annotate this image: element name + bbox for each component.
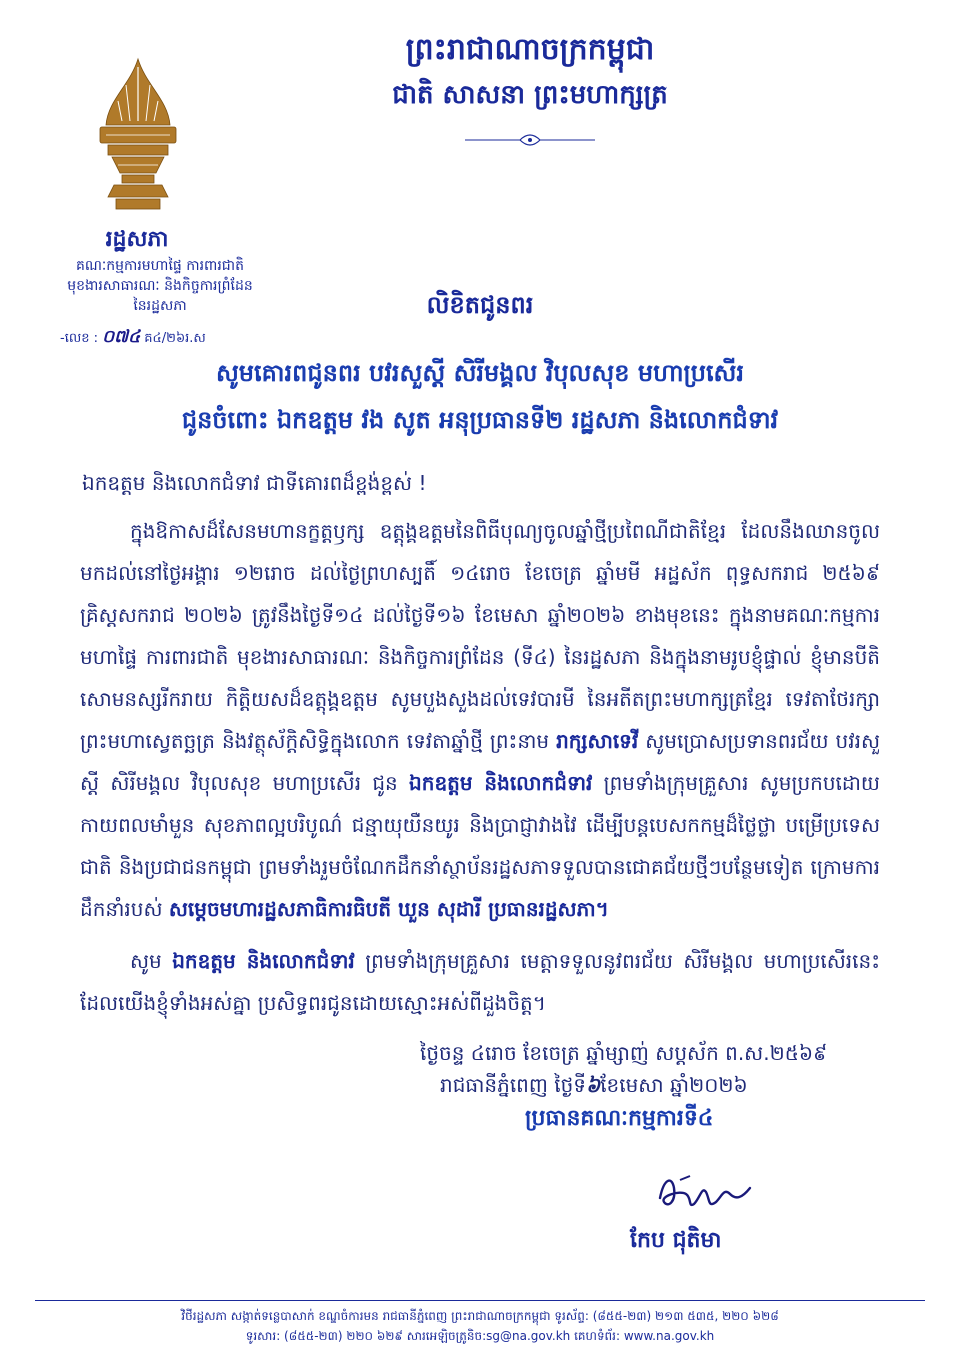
- greeting-heading-line-2: ជូនចំពោះ ឯកឧត្តម វង សូត អនុប្រធានទី២ រដ្ឋសភា និងលោកជំទាវ: [181, 406, 779, 434]
- body-paragraph-1: [80, 510, 880, 930]
- signer-title: ប្រធានគណៈកម្មការទី៤: [525, 1106, 714, 1131]
- institution-name: រដ្ឋសភា: [105, 227, 169, 252]
- ref-number-handwritten: ០៧៤: [102, 327, 141, 347]
- date-prefix: រាជធានីភ្នំពេញ ថ្ងៃទី: [440, 1073, 587, 1097]
- footer-address: វិថីរដ្ឋសភា សង្កាត់ទន្លេបាសាក់ ខណ្ឌចំការមន រាជធានីភ្នំពេញ ព្រះរាជាណាចក្រកម្ពុជា ទូរស័ព្ទ: (៨៥៥-២៣) ២១៣ ៥៣៥, ២២០ ៦២៨: [181, 1309, 779, 1323]
- committee-line: នៃរដ្ឋសភា: [133, 298, 187, 314]
- salutation: ឯកឧត្តម និងលោកជំទាវ ជាទីគោរពដ៏ខ្ពង់ខ្ពស់ !: [82, 471, 427, 495]
- footer-divider: [35, 1300, 925, 1301]
- committee-line: គណៈកម្មការមហាផ្ទៃ ការពារជាតិ: [76, 258, 244, 274]
- lunar-date: ថ្ងៃចន្ទ ៤រោច ខែចេត្រ ឆ្នាំម្សាញ់ សប្តស័ក ព.ស.២៥៦៩: [420, 1041, 828, 1065]
- body-text: ព្រមទាំងក្រុមគ្រួសារ សូមប្រកបដោយកាយពលមាំមួន សុខភាពល្អបរិបូណ៌ ជន្មាយុយឺនយូរ និងប្រាជ្ញាវាងវៃ ដើម្បីបន្តបេសកកម្មដ៏ថ្លៃថ្លា បម្រើប្រទេសជាតិ និងប្រជាជនកម្ពុជា ព្រមទាំងរួមចំណែកដឹកនាំស្ថាប័នរដ្ឋសភាទទួលបានជោគជ័យថ្មីៗបន្ថែមទៀត ក្រោមការដឹកនាំរបស់: [80, 771, 880, 921]
- committee-name: [60, 256, 260, 316]
- body-paragraph-2: [80, 940, 880, 1024]
- national-assembly-emblem-icon: [78, 55, 198, 215]
- new-year-deity-name: រាក្សសាទេវី: [556, 729, 639, 753]
- date-day-handwritten: ៦: [586, 1073, 601, 1097]
- ref-prefix: -លេខ :: [60, 331, 98, 346]
- body-text: ក្នុងឱកាសដ៏សែនមហានក្ខត្តឫក្ស ឧត្តុង្គឧត្តមនៃពិធីបុណ្យចូលឆ្នាំថ្មីប្រពៃណីជាតិខ្មែរ ដែលនឹងឈានចូលមកដល់នៅថ្ងៃអង្គារ ១២រោច ដល់ថ្ងៃព្រហស្បតិ៍ ១៤រោច ខែចេត្រ ឆ្នាំមមី អដ្ឋស័ក ពុទ្ធសករាជ ២៥៦៩ គ្រិស្តសករាជ ២០២៦ ត្រូវនឹងថ្ងៃទី១៤ ដល់ថ្ងៃទី១៦ ខែមេសា ឆ្នាំ២០២៦ ខាងមុខនេះ ក្នុងនាមគណៈកម្មការមហាផ្ទៃ ការពារជាតិ មុខងារសាធារណៈ និងកិច្ចការព្រំដែន (ទី៤) នៃរដ្ឋសភា និងក្នុងនាមរូបខ្ញុំផ្ទាល់ ខ្ញុំមានបីតិសោមនស្សរីករាយ កិត្តិយសដ៏ឧត្តុង្គឧត្តម សូមបួងសួងដល់ទេវបារមី នៃអតីតព្រះមហាក្សត្រខ្មែរ ទេវតាថែរក្សាព្រះមហាស្វេតច្ឆត្រ និងវត្ថុស័ក្តិសិទ្ធិក្នុងលោក ទេវតាឆ្នាំថ្មី ព្រះនាម: [80, 519, 880, 753]
- greeting-heading-line-1: សូមគោរពជូនពរ បវរសួស្តី សិរីមង្គល វិបុលសុខ មហាប្រសើរ: [215, 359, 745, 387]
- place-and-date: [440, 1072, 748, 1102]
- body-text: សូមប្រោសប្រទានពរជ័យ បវរសួស្តី សិរីមង្គល វិបុលសុខ មហាប្រសើរ ជូន: [80, 729, 880, 795]
- signer-name: កែប ជុតិមា: [630, 1228, 722, 1253]
- body-text: សូម: [130, 949, 173, 973]
- reference-number: [60, 326, 206, 351]
- date-suffix: ខែមេសា ឆ្នាំ២០២៦: [600, 1073, 748, 1097]
- committee-line: មុខងារសាធារណៈ និងកិច្ចការព្រំដែន: [67, 278, 253, 294]
- kingdom-title: ព្រះរាជាណាចក្រកម្ពុជា: [405, 32, 655, 67]
- national-motto: ជាតិ សាសនា ព្រះមហាក្សត្រ: [392, 80, 668, 110]
- ornament-divider: [460, 128, 600, 152]
- president-name: សម្តេចមហារដ្ឋសភាធិការធិបតី ឃួន សុដារី ប្រធានរដ្ឋសភា។: [168, 897, 609, 921]
- letter-title: លិខិតជូនពរ: [426, 291, 534, 319]
- body-text: ព្រមទាំងក្រុមគ្រួសារ មេត្តាទទួលនូវពរជ័យ សិរីមង្គល មហាប្រសើរនេះ ដែលយើងខ្ញុំទាំងអស់គ្នា ប្រសិទ្ធពរជូនដោយស្មោះអស់ពីដួងចិត្ត។: [80, 949, 880, 1015]
- footer-contacts: ទូរសារ: (៨៥៥-២៣) ២២០ ៦២៩ សារអេឡិចត្រូនិច:sg@na.gov.kh គេហទំព័រ: www.na.gov.kh: [245, 1329, 715, 1343]
- ref-suffix: គ៤/២៦រ.ស: [144, 331, 206, 346]
- recipient-honorific: ឯកឧត្តម និងលោកជំទាវ: [409, 771, 593, 795]
- handwritten-signature: [650, 1168, 760, 1218]
- recipient-honorific: ឯកឧត្តម និងលោកជំទាវ: [172, 949, 355, 973]
